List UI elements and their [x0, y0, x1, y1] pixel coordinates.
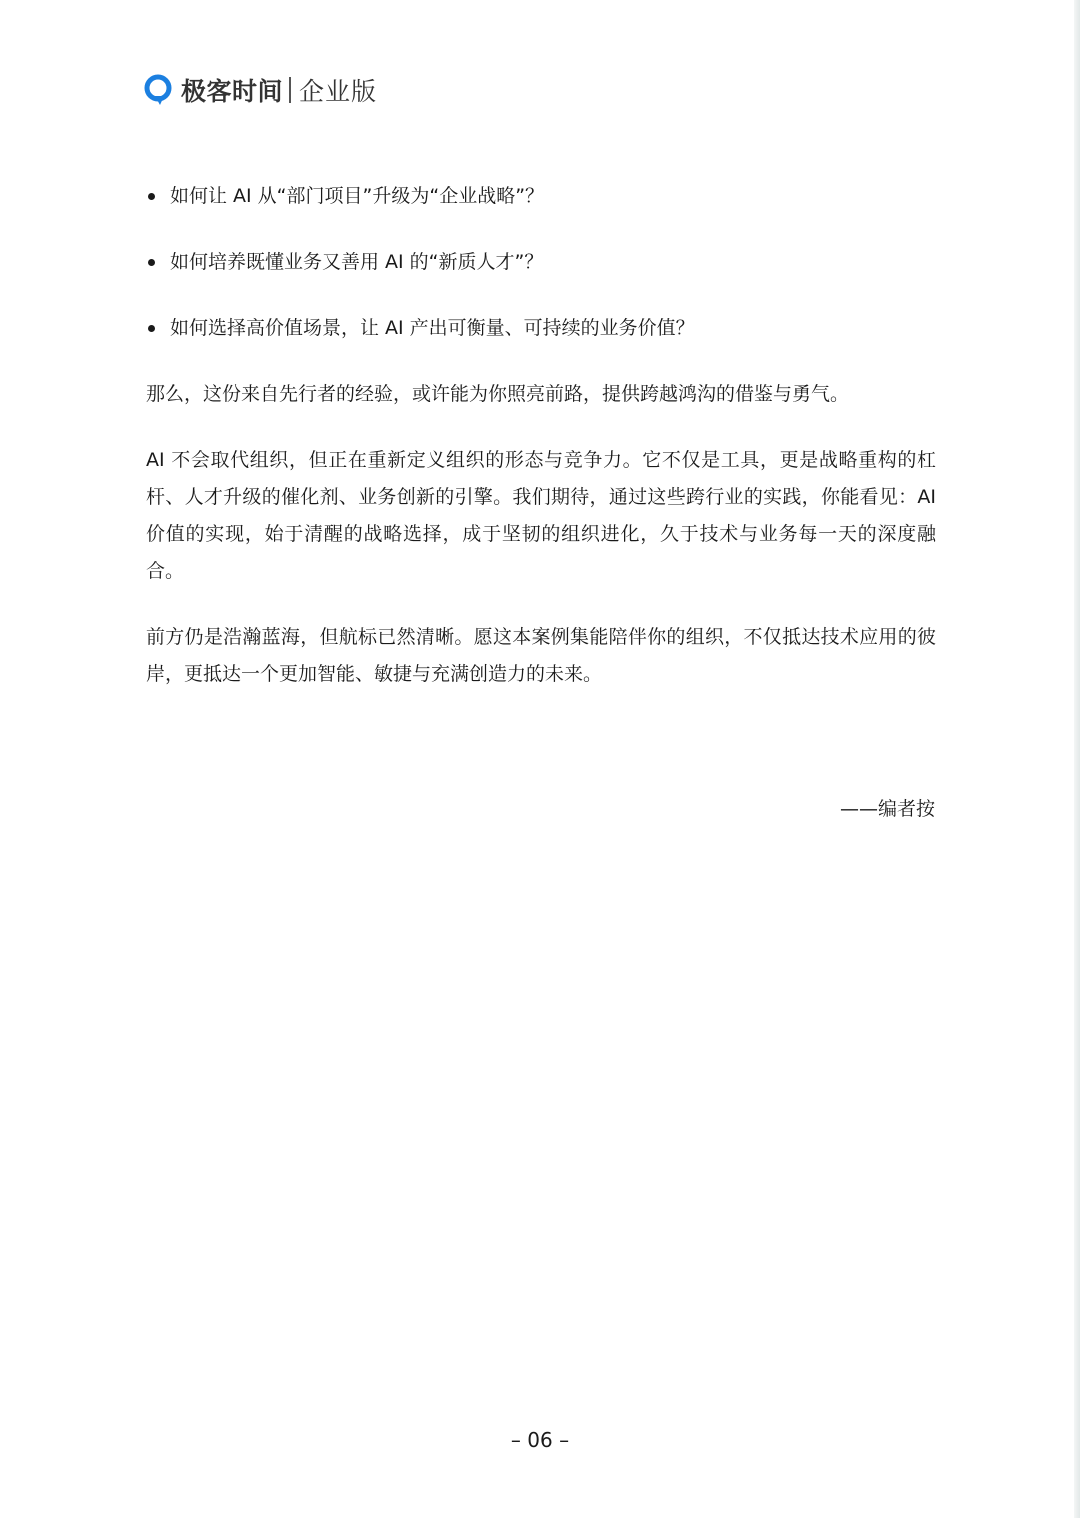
list-item-text: 如何选择高价值场景，让 AI 产出可衡量、可持续的业务价值？	[170, 317, 695, 339]
page-content	[146, 178, 936, 722]
list-item	[146, 310, 936, 347]
paragraph: 前方仍是浩瀚蓝海，但航标已然清晰。愿这本案例集能陪伴你的组织，不仅抵达技术应用的彼岸，更抵达一个更加智能、敏捷与充满创造力的未来。	[146, 626, 936, 685]
list-item	[146, 178, 936, 215]
page-header	[143, 72, 377, 108]
brand-edition: 企业版	[299, 77, 378, 106]
geektime-logo-icon	[143, 74, 175, 106]
bullet-icon	[148, 193, 155, 200]
brand-divider	[289, 77, 291, 103]
list-item	[146, 244, 936, 281]
paragraph: AI 不会取代组织，但正在重新定义组织的形态与竞争力。它不仅是工具，更是战略重构的杠杆、人才升级的催化剂、业务创新的引擎。我们期待，通过这些跨行业的实践，你能看见：AI 价值的实现，始于清醒的战略选择，成于坚韧的组织进化，久于技术与业务每一天的深度融合。	[146, 449, 936, 582]
paragraph: 那么，这份来自先行者的经验，或许能为你照亮前路，提供跨越鸿沟的借鉴与勇气。	[146, 383, 850, 405]
page-number: – 06 –	[510, 1428, 570, 1452]
brand-name: 极客时间	[181, 77, 284, 106]
editor-signature: ——编者按	[839, 798, 935, 820]
list-item-text: 如何让 AI 从“部门项目”升级为“企业战略”？	[170, 185, 545, 207]
bullet-icon	[148, 325, 155, 332]
bullet-icon	[148, 259, 155, 266]
page-edge	[1074, 0, 1080, 1518]
question-list	[146, 178, 936, 347]
list-item-text: 如何培养既懂业务又善用 AI 的“新质人才”？	[170, 251, 544, 273]
